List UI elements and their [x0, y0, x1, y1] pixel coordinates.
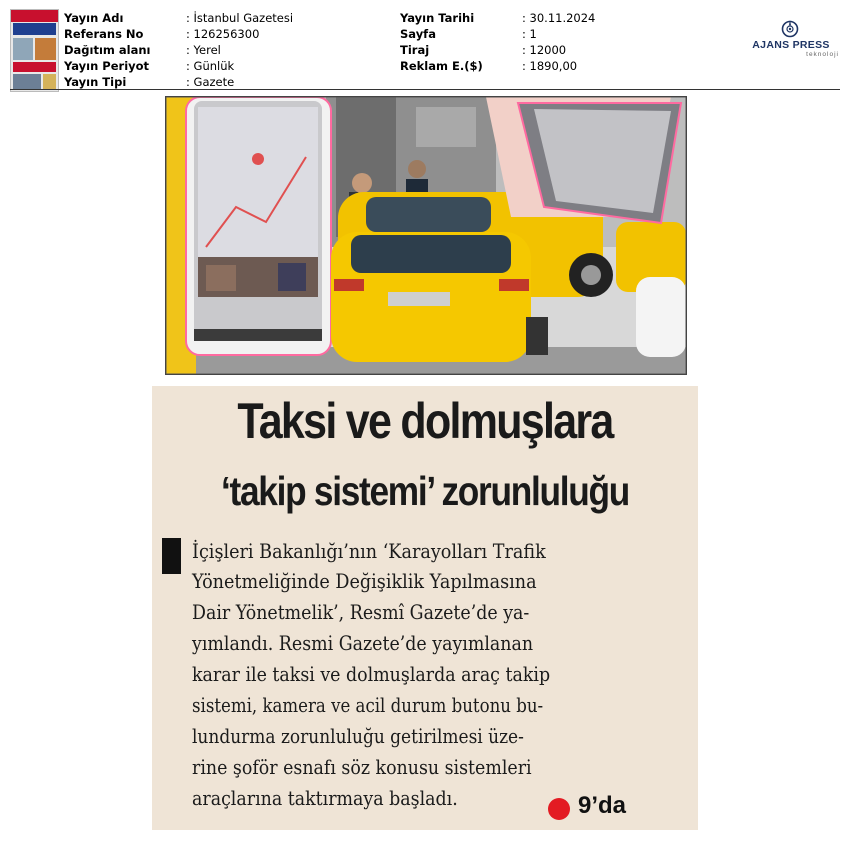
meta-label-dagitim-alani: Dağıtım alanı [64, 43, 151, 57]
meta-value-yayin-periyot: : Günlük [186, 58, 234, 74]
meta-value-yayin-adi: : İstanbul Gazetesi [186, 10, 293, 26]
meta-value-reklam: : 1890,00 [522, 58, 577, 74]
body-line-9: araçlarına taktırmaya başladı. [192, 786, 458, 810]
article-clipping [152, 386, 698, 830]
newspaper-thumbnail [10, 9, 59, 92]
meta-label-sayfa: Sayfa [400, 27, 436, 41]
meta-value-yayin-tipi: : Gazete [186, 74, 234, 90]
body-line-7: lundurma zorunluluğu getirilmesi üze- [192, 724, 524, 748]
meta-value-referans-no: : 126256300 [186, 26, 259, 42]
page-reference: 9’da [578, 792, 627, 819]
body-line-2: Yönetmeliğinde Değişiklik Yapılmasına [192, 569, 537, 593]
meta-label-yayin-tarihi: Yayın Tarihi [400, 11, 475, 25]
meta-value-sayfa: : 1 [522, 26, 537, 42]
body-line-1: İçişleri Bakanlığı’nın ‘Karayolları Trafik [192, 539, 546, 563]
main-taxi [331, 232, 548, 362]
meta-label-tiraj: Tiraj [400, 43, 430, 57]
taxi-photo-illustration [166, 97, 686, 374]
meta-label-reklam: Reklam E.($) [400, 59, 483, 73]
logo-brand: AJANS PRESS [752, 39, 830, 51]
article-photo [165, 96, 687, 375]
meta-label-yayin-tipi: Yayın Tipi [64, 75, 127, 89]
headline-line-2: ‘takip sistemi’ zorunluluğu [221, 468, 629, 514]
header-divider [10, 89, 840, 90]
body-line-6: sistemi, kamera ve acil durum butonu bu- [192, 693, 544, 717]
meta-label-yayin-periyot: Yayın Periyot [64, 59, 150, 73]
meta-value-tiraj: : 12000 [522, 42, 566, 58]
ajans-press-logo [743, 20, 839, 62]
body-line-8: rine şoför esnafı söz konusu sistemleri [192, 755, 532, 779]
body-line-3: Dair Yönetmelik’, Resmî Gazete’de ya- [192, 600, 530, 624]
meta-label-yayin-adi: Yayın Adı [64, 11, 124, 25]
right-phone [486, 97, 681, 223]
red-dot-icon [548, 798, 570, 820]
body-line-4: yımlandı. Resmi Gazete’de yayımlanan [192, 631, 534, 655]
meta-label-referans-no: Referans No [64, 27, 144, 41]
meta-value-yayin-tarihi: : 30.11.2024 [522, 10, 595, 26]
drop-bar [162, 538, 181, 574]
headline-line-1: Taksi ve dolmuşlara [237, 393, 613, 449]
meta-value-dagitim-alani: : Yerel [186, 42, 221, 58]
body-line-5: karar ile taksi ve dolmuşlarda araç takip [192, 662, 551, 686]
left-phone [186, 97, 331, 355]
logo-subtitle: teknoloji [806, 51, 839, 58]
compass-icon [781, 20, 799, 38]
